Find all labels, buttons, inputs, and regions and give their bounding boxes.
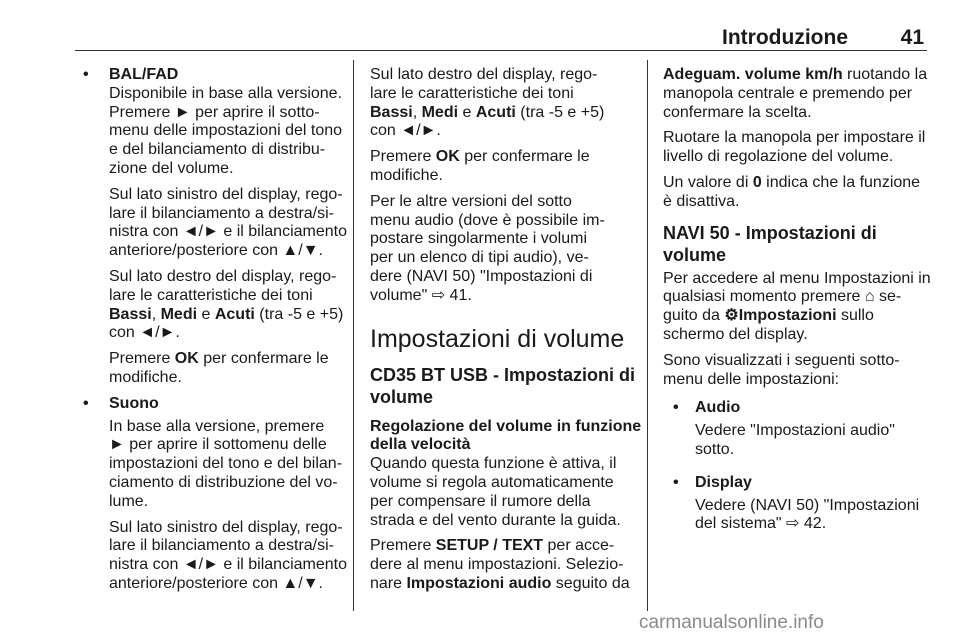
- paragraph: Vedere (NAVI 50) "Impostazioni del sistema" ⇨ 42.: [695, 496, 920, 533]
- paragraph: Sul lato sinistro del display, rego- lare il bilanciamento a destra/si- nistra con ◄/► e il bilanciamento anteriore/posteriore con ▲/▼.: [109, 518, 347, 592]
- paragraph: Vedere "Impostazioni audio" sotto.: [695, 422, 895, 458]
- paragraph: Disponibile in base alla versione. Premere ► per aprire il sotto- menu delle impostazioni del tono e del bilanciamento di distribu- zione del volume.: [109, 84, 343, 177]
- display-heading: Display: [695, 473, 752, 491]
- suono-heading: Suono: [109, 394, 159, 412]
- subsection-heading-cd35: CD35 BT USB - Impostazioni di volume: [370, 364, 636, 407]
- page-header: [75, 26, 927, 48]
- paragraph: Premere SETUP / TEXT per acce- dere al menu impostazioni. Selezio- nare Impostazioni audio seguito da: [370, 537, 630, 592]
- bullet-dot: •: [673, 399, 679, 417]
- list-item-display: [663, 474, 933, 534]
- column-3: [663, 66, 933, 541]
- paragraph: In base alla versione, premere ► per aprire il sottomenu delle impostazioni del tono e del bilan- ciamento di distribuzione del vo- lume.: [109, 417, 343, 510]
- page-number: 41: [900, 26, 924, 49]
- list-item-suono: [77, 395, 347, 594]
- list-item-audio: [663, 399, 933, 459]
- paragraph: Premere OK per confermare le modifiche.: [109, 350, 329, 386]
- column-divider-1: [353, 60, 354, 611]
- subsection-heading-navi50: NAVI 50 - Impostazioni di volume: [663, 222, 877, 265]
- bal-fad-heading: BAL/FAD: [109, 66, 179, 83]
- paragraph: Un valore di 0 indica che la funzione è disattiva.: [663, 173, 921, 210]
- subheading-regolazione-volume: Regolazione del volume in funzione della velocità: [370, 417, 642, 454]
- list-item-bal-fad: [77, 66, 347, 388]
- section-heading-impostazioni-volume: Impostazioni di volume: [370, 324, 625, 353]
- paragraph: Sul lato destro del display, rego- lare le caratteristiche dei toni Bassi, Medi e Acuti (tra -5 e +5) con ◄/►.: [370, 66, 605, 140]
- paragraph: Per accedere al menu Impostazioni in qualsiasi momento premere ⌂ se- guito da ⚙Impostazioni sullo schermo del display.: [663, 269, 931, 343]
- paragraph: Premere OK per confermare le modifiche.: [370, 148, 590, 184]
- watermark: carmanualsonline.info: [639, 612, 824, 633]
- paragraph: Quando questa funzione è attiva, il volume si regola automaticamente per compensare il rumore della strada e del vento durante la guida.: [370, 455, 621, 529]
- bullet-dot: •: [673, 473, 679, 491]
- paragraph: Adeguam. volume km/h ruotando la manopola centrale e premendo per confermare la scelta.: [663, 66, 928, 121]
- paragraph: Sul lato sinistro del display, rego- lare il bilanciamento a destra/si- nistra con ◄/► e il bilanciamento anteriore/posteriore con ▲/▼.: [109, 185, 347, 260]
- paragraph: Sono visualizzati i seguenti sotto- menu delle impostazioni:: [663, 351, 900, 388]
- column-2: [370, 66, 642, 601]
- paragraph: Ruotare la manopola per impostare il livello di regolazione del volume.: [663, 129, 926, 166]
- column-1: [77, 66, 347, 601]
- bullet-dot: •: [83, 394, 89, 412]
- header-rule: [75, 50, 927, 51]
- page-title: Introduzione: [722, 26, 848, 49]
- audio-heading: Audio: [695, 399, 741, 417]
- paragraph: Per le altre versioni del sotto menu audio (dove è possibile im- postare singolarmente i volumi per un elenco di tipi audio), ve- dere (NAVI 50) "Impostazioni di volume" ⇨ 41.: [370, 192, 605, 304]
- bullet-dot: •: [83, 66, 89, 83]
- paragraph: Sul lato destro del display, rego- lare le caratteristiche dei toni Bassi, Medi e Acuti (tra -5 e +5) con ◄/►.: [109, 267, 344, 342]
- column-divider-2: [647, 60, 648, 611]
